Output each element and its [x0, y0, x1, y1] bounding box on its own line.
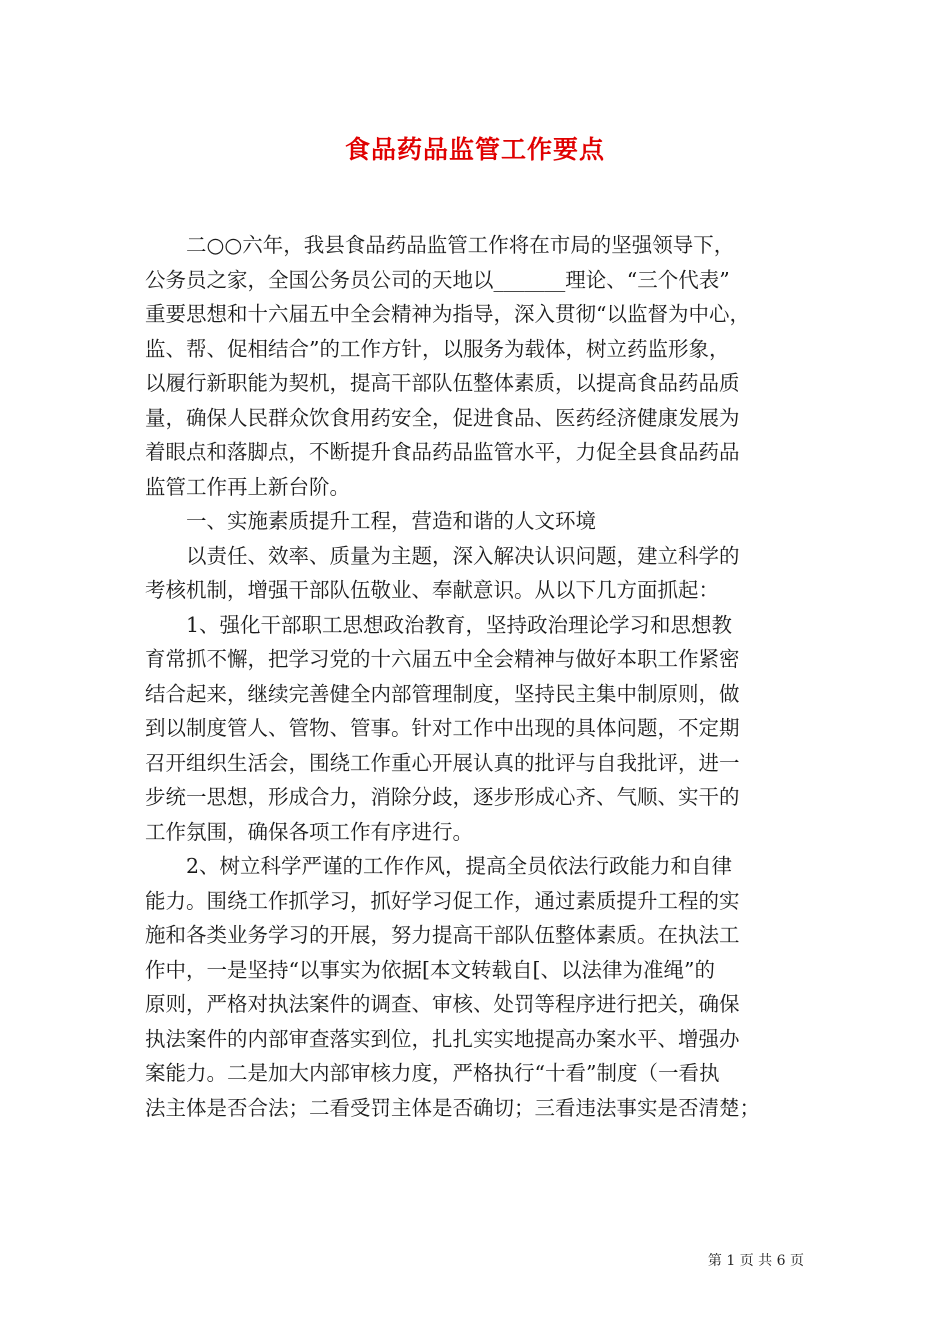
body-line: 重要思想和十六届五中全会精神为指导，深入贯彻“以监督为中心， [145, 302, 750, 326]
body-line: 以责任、效率、质量为主题，深入解决认识问题，建立科学的 [145, 543, 740, 568]
body-line: 监、帮、促相结合”的工作方针，以服务为载体，树立药监形象， [145, 336, 730, 361]
body-line: 监管工作再上新台阶。 [145, 474, 350, 499]
body-line: 二○○六年，我县食品药品监管工作将在市局的坚强领导下， [145, 233, 735, 257]
body-line: 工作氛围，确保各项工作有序进行。 [145, 819, 473, 844]
body-line: 召开组织生活会，围绕工作重心开展认真的批评与自我批评，进一 [145, 750, 740, 775]
body-line: 到以制度管人、管物、管事。针对工作中出现的具体问题，不定期 [145, 716, 740, 740]
body-line: 施和各类业务学习的开展，努力提高干部队伍整体素质。在执法工 [145, 923, 740, 947]
body-line: 量，确保人民群众饮食用药安全，促进食品、医药经济健康发展为 [145, 405, 740, 430]
body-line: 育常抓不懈，把学习党的十六届五中全会精神与做好本职工作紧密 [145, 647, 740, 671]
page-number: 第 1 页 共 6 页 [707, 1253, 804, 1269]
body-line: 法主体是否合法；二看受罚主体是否确切；三看违法事实是否清楚； [145, 1095, 760, 1120]
document-title: 食品药品监管工作要点 [344, 135, 605, 164]
body-line: 原则，严格对执法案件的调查、审核、处罚等程序进行把关，确保 [145, 992, 740, 1016]
body-line: 以履行新职能为契机，提高干部队伍整体素质，以提高食品药品质 [145, 371, 740, 395]
body-line: 1、强化干部职工思想政治教育，坚持政治理论学习和思想教 [145, 612, 733, 637]
body-line: 步统一思想，形成合力，消除分歧，逐步形成心齐、气顺、实干的 [145, 785, 740, 809]
body-line: 结合起来，继续完善健全内部管理制度，坚持民主集中制原则，做 [145, 681, 740, 706]
section-heading: 一、实施素质提升工程，营造和谐的人文环境 [145, 509, 596, 533]
body-line: 作中，一是坚持“以事实为依据[本文转载自[、以法律为准绳”的 [145, 957, 715, 982]
body-line: 案能力。二是加大内部审核力度，严格执行“十看”制度（一看执 [145, 1061, 720, 1085]
body-line: 执法案件的内部审查落实到位，扎扎实实地提高办案水平、增强办 [145, 1026, 740, 1051]
document-body [145, 228, 813, 1125]
body-line: 公务员之家，全国公务员公司的天地以_______理论、“三个代表” [145, 267, 730, 292]
body-line: 2、树立科学严谨的工作作风，提高全员依法行政能力和自律 [145, 854, 733, 878]
body-line: 考核机制，增强干部队伍敬业、奉献意识。从以下几方面抓起： [145, 578, 719, 602]
body-line: 能力。围绕工作抓学习，抓好学习促工作，通过素质提升工程的实 [145, 888, 740, 913]
body-line: 着眼点和落脚点，不断提升食品药品监管水平，力促全县食品药品 [145, 440, 740, 464]
